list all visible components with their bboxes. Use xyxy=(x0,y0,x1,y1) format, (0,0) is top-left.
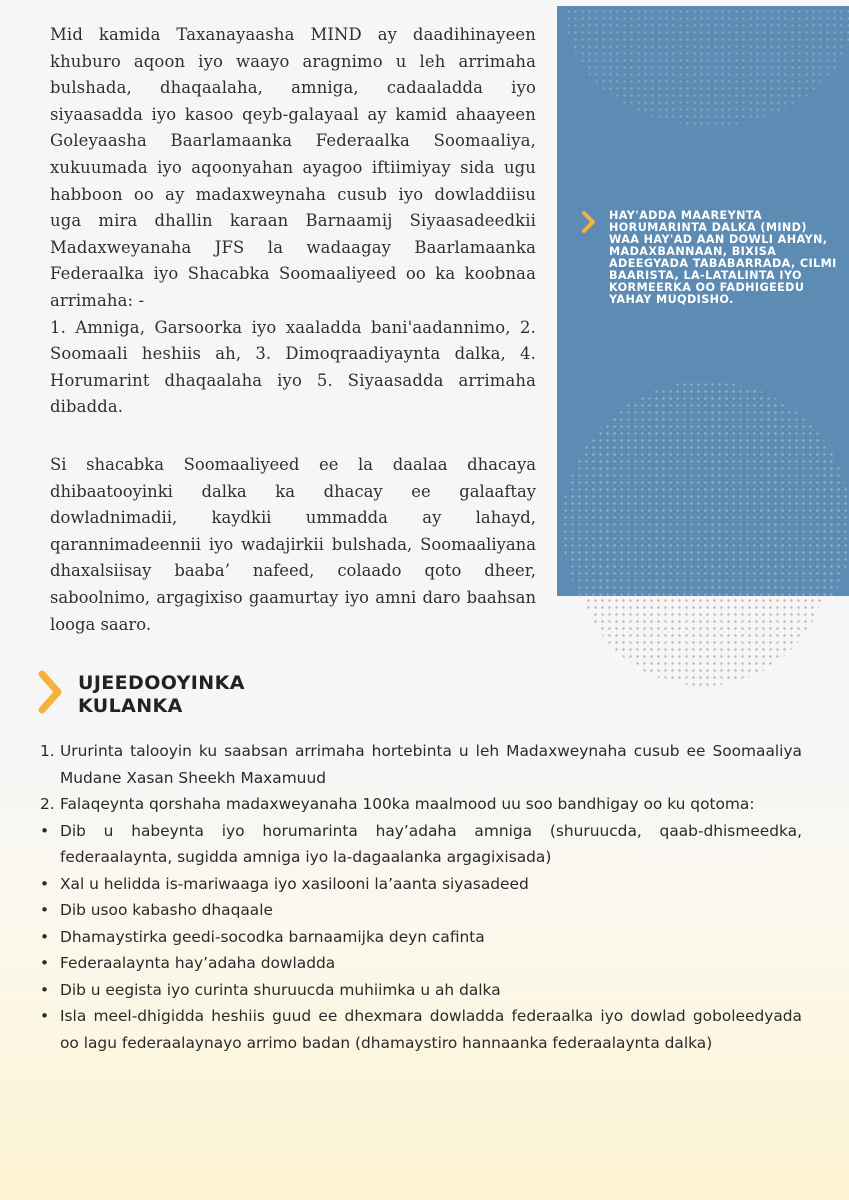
intro-block xyxy=(50,22,536,421)
section-title: UJEEDOOYINKA KULANKA xyxy=(78,672,245,717)
list-item: • Dib u habeynta iyo horumarinta hay’adaha amniga (shuruucda, qaab-dhismeedka, federaalaynta, sugidda amniga iyo la-dagaalanka argagixisada) xyxy=(40,821,802,866)
dotted-globe-graphic xyxy=(565,6,849,126)
list-item: 1. Ururinta talooyin ku saabsan arrimaha hortebinta u leh Madaxweynaha cusub ee Soomaaliya Mudane Xasan Sheekh Maxamuud xyxy=(40,742,802,787)
dotted-globe-graphic xyxy=(562,381,849,596)
list-item: • Xal u helidda is-mariwaaga iyo xasilooni la’aanta siyasadeed xyxy=(40,874,529,893)
objectives-list xyxy=(40,738,802,1056)
list-item: • Isla meel-dhigidda heshiis guud ee dhexmara dowladda federaalka iyo dowlad goboleedyada oo lagu federaalaynayo arrimo badan (dhamaystiro hannaanka federaalaynta dalka) xyxy=(40,1007,802,1052)
sidebar-panel xyxy=(557,6,849,596)
section-heading xyxy=(36,668,245,720)
intro-paragraph: Mid kamida Taxanayaasha MIND ay daadihinayeen khuburo aqoon iyo waayo aragnimo u leh arrimaha bulshada, dhaqaalaha, amniga, cadaaladda iyo siyaasadda iyo kasoo qeyb-galayaal ay kamid ahaayeen Goleyaasha Baarlamaanka Federaalka Soomaaliya, xukuumada iyo aqoonyahan ayagoo iftiimiyay sida ugu habboon oo ay madaxweynaha cusub iyo dowladdiisu uga mira dhallin karaan Barnaamij Siyaasadeedkii Madaxweyanaha JFS la wadaagay Baarlamaanka Federaalka iyo Shacabka Soomaaliyeed oo ka koobnaa arrimaha: - xyxy=(50,25,536,310)
list-item: 2. Falaqeynta qorshaha madaxweyanaha 100ka maalmood uu soo bandhigay oo ku qotoma: xyxy=(40,795,755,813)
list-item: • Dib u eegista iyo curinta shuruucda muhiimka u ah dalka xyxy=(40,980,501,999)
context-paragraph: Si shacabka Soomaaliyeed ee la daalaa dhacaya dhibaatooyinki dalka ka dhacay ee galaaftay dowladnimadii, kaydkii ummadda ay lahayd, qarannimadeennii iyo wadajirkii bulshada, Soomaaliyana dhaxalsiisay baaba’ nafeed, colaado qoto dheer, saboolnimo, argagixiso gaamurtay iyo amni daro baahsan looga saaro. xyxy=(50,455,536,634)
organization-description: HAY'ADDA MAAREYNTA HORUMARINTA DALKA (MIND) WAA HAY'AD AAN DOWLI AHAYN, MADAXBANNAAN, BIXISA ADEEGYADA TABABARRADA, CILMI BAARISTA, LA-LATALINTA IYO KORMEERKA OO FADHIGEEDU YAHAY MUQDISHO. xyxy=(609,209,837,306)
list-item: • Federaalaynta hay’adaha dowladda xyxy=(40,954,336,972)
intro-topic-list: 1. Amniga, Garsoorka iyo xaaladda bani'aadannimo, 2. Soomaali heshiis ah, 3. Dimoqraadiyaynta dalka, 4. Horumarint dhaqaalaha iyo 5. Siyaasadda arrimaha dibadda. xyxy=(50,317,536,417)
chevron-right-icon xyxy=(581,211,597,233)
list-item: • Dib usoo kabasho dhaqaale xyxy=(40,901,273,919)
chevron-right-icon xyxy=(36,668,66,716)
list-item: • Dhamaystirka geedi-socodka barnaamijka deyn cafinta xyxy=(40,927,485,946)
dotted-globe-graphic xyxy=(578,596,828,686)
